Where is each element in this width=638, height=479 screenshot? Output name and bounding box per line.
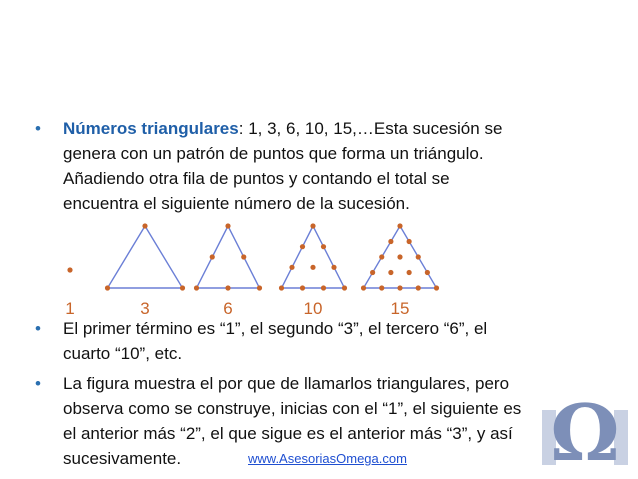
- triangle-dot: [342, 285, 347, 290]
- triangle-dot: [194, 285, 199, 290]
- omega-symbol: Ω: [550, 388, 620, 470]
- triangle-dot: [331, 265, 336, 270]
- bullet-triangular-numbers: [35, 116, 605, 216]
- bullet1-line-2: genera con un patrón de puntos que forma un triángulo.: [63, 144, 484, 163]
- triangular-number-label: 3: [140, 299, 150, 318]
- footer-website-link[interactable]: www.AsesoriasOmega.com: [248, 451, 407, 466]
- triangular-number-label: 10: [303, 299, 323, 318]
- triangle-dot: [361, 285, 366, 290]
- bullet1-line-1: 1, 3, 6, 10, 15,…Esta sucesión se: [243, 119, 503, 138]
- triangle-dot: [225, 285, 230, 290]
- triangle-dot: [210, 254, 215, 259]
- bullet-first-terms: [35, 316, 605, 366]
- triangle-dot: [434, 285, 439, 290]
- bullet3-line-3: el anterior más “2”, el que sigue es el anterior más “3”, y así: [63, 424, 513, 443]
- triangle-dot: [425, 270, 430, 275]
- triangle-dot: [310, 265, 315, 270]
- triangle-dot: [300, 285, 305, 290]
- triangle-dot: [379, 254, 384, 259]
- triangle-dot: [388, 239, 393, 244]
- triangle-dot: [300, 244, 305, 249]
- triangle-dot: [279, 285, 284, 290]
- triangle-dot: [142, 223, 147, 228]
- term-colon: :: [238, 119, 244, 138]
- triangle-dot: [67, 267, 72, 272]
- triangle-outline: [197, 226, 260, 288]
- term-triangular-numbers: Números triangulares: [63, 119, 239, 138]
- triangle-dot: [397, 254, 402, 259]
- bullet-marker: •: [35, 119, 41, 138]
- bullet1-line-4: encuentra el siguiente número de la sucesión.: [63, 194, 410, 213]
- triangular-numbers-figure: [55, 218, 475, 318]
- bullet-marker: •: [35, 374, 41, 393]
- triangle-dot: [370, 270, 375, 275]
- triangle-dot: [310, 223, 315, 228]
- triangle-dot: [397, 285, 402, 290]
- triangular-number-label: 15: [390, 299, 410, 318]
- triangular-number-label: 6: [223, 299, 233, 318]
- triangle-dot: [321, 285, 326, 290]
- triangle-dot: [388, 270, 393, 275]
- triangle-dot: [105, 285, 110, 290]
- triangle-dot: [416, 254, 421, 259]
- bullet-marker: •: [35, 319, 41, 338]
- triangle-dot: [225, 223, 230, 228]
- triangular-number-label: 1: [65, 299, 75, 318]
- triangle-outline: [282, 226, 345, 288]
- triangle-dot: [289, 265, 294, 270]
- bullet3-line-1: La figura muestra el por que de llamarlos triangulares, pero: [63, 374, 510, 393]
- omega-logo: [540, 380, 630, 470]
- triangle-dot: [407, 239, 412, 244]
- triangle-dot: [407, 270, 412, 275]
- bullet2-line-2: cuarto “10”, etc.: [63, 344, 183, 363]
- triangle-dot: [397, 223, 402, 228]
- triangle-dot: [180, 285, 185, 290]
- triangle-dot: [257, 285, 262, 290]
- bullet3-line-4: sucesivamente.: [63, 449, 182, 468]
- triangle-dot: [379, 285, 384, 290]
- bullet2-line-1: El primer término es “1”, el segundo “3”, el tercero “6”, el: [63, 319, 488, 338]
- triangle-dot: [241, 254, 246, 259]
- triangle-dot: [416, 285, 421, 290]
- bullet3-line-2: observa como se construye, inicias con el “1”, el siguiente es: [63, 399, 522, 418]
- bullet1-line-3: Añadiendo otra fila de puntos y contando el total se: [63, 169, 450, 188]
- triangle-outline: [108, 226, 183, 288]
- triangle-dot: [321, 244, 326, 249]
